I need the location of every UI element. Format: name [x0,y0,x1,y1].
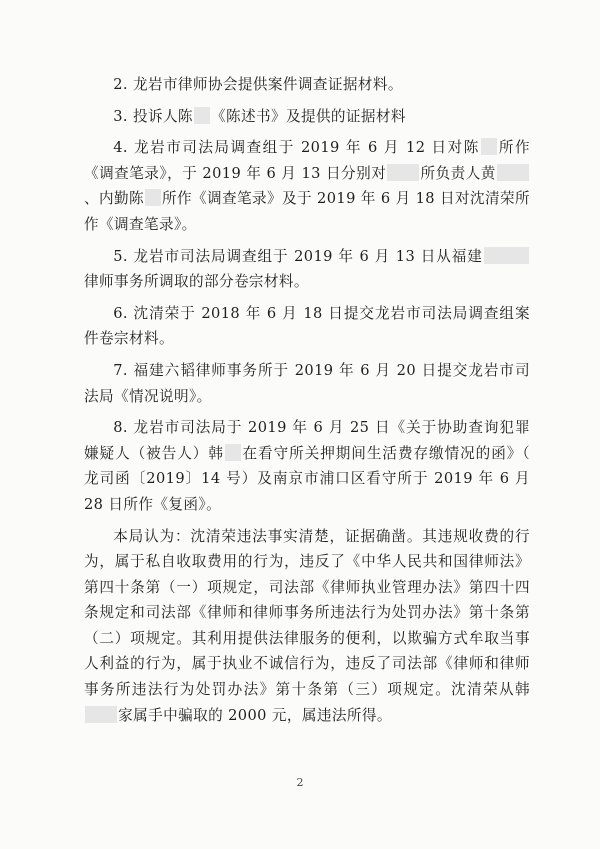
item-text: 、内勤陈 [84,190,144,208]
item-text: 7. 福建六韬律师事务所于 2019 年 6 月 20 日提交龙岩市司法局《情况说明》。 [84,361,530,405]
item-text: 所作《调查笔录》，于 2019 年 6 月 13 日分别对 [84,139,530,182]
evidence-item-2 [84,72,530,98]
item-text: 6. 沈清荣于 2018 年 6 月 18 日提交龙岩市司法局调查组案件卷宗材料。 [84,304,530,348]
redaction-mark [194,107,210,124]
redaction-mark [497,164,529,181]
item-text: 8. 龙岩市司法局于 2019 年 6 月 25 日《关于协助查询犯罪嫌疑人（被告人）韩 [84,419,530,462]
item-text: 在看守所关押期间生活费存缴情况的函》（ 龙司函〔2019〕14 号）及南京市浦口区看守所于 2019 年 6 月 28 日所作《复函》。 [84,444,530,513]
evidence-item-7 [84,358,530,409]
item-text: 4. 龙岩市司法局调查组于 2019 年 6 月 12 日对陈 [113,139,480,157]
document-body [84,72,530,734]
item-text: 所作《调查笔录》及于 2019 年 6 月 18 日对沈清荣所作《调查笔录》。 [84,190,530,233]
redaction-mark [145,189,161,206]
item-text: 3. 投诉人陈 [113,107,193,125]
redaction-mark [225,444,241,461]
redaction-mark [85,706,117,723]
evidence-item-6 [84,301,530,352]
conclusion-text: 家属手中骗取的 2000 元，属违法所得。 [118,706,392,724]
conclusion-paragraph [84,524,530,729]
redaction-mark [387,164,419,181]
evidence-item-3 [84,104,530,130]
evidence-item-8 [84,415,530,517]
item-text: 2. 龙岩市律师协会提供案件调查证据材料。 [113,76,403,93]
page-number: 2 [296,776,304,789]
evidence-item-5 [84,244,530,295]
evidence-item-4 [84,135,530,237]
redaction-mark [484,247,529,264]
redaction-mark [481,138,497,155]
item-text: 5. 龙岩市司法局调查组于 2019 年 6 月 13 日从福建 [113,247,483,265]
item-text: 律师事务所调取的部分卷宗材料。 [84,273,309,291]
conclusion-text: 本局认为：沈清荣违法事实清楚，证据确凿。其违规收费的行为，属于私自收取费用的行为，违反了《中华人民共和国律师法》第四十条第（一）项规定，司法部《律师执业管理办法》第四十四条规定和司法部《律师和律师事务所违法行为处罚办法》第十条第（二）项规定。其利用提供法律服务的便利，以欺骗方式牟取当事人利益的行为，属于执业不诚信行为，违反了司法部《律师和律师事务所违法行为处罚办法》第十条第（三）项规定。沈清荣从韩 [84,527,530,699]
item-text: 所负责人黄 [420,164,496,182]
item-text: 《陈述书》及提供的证据材料 [210,107,406,125]
